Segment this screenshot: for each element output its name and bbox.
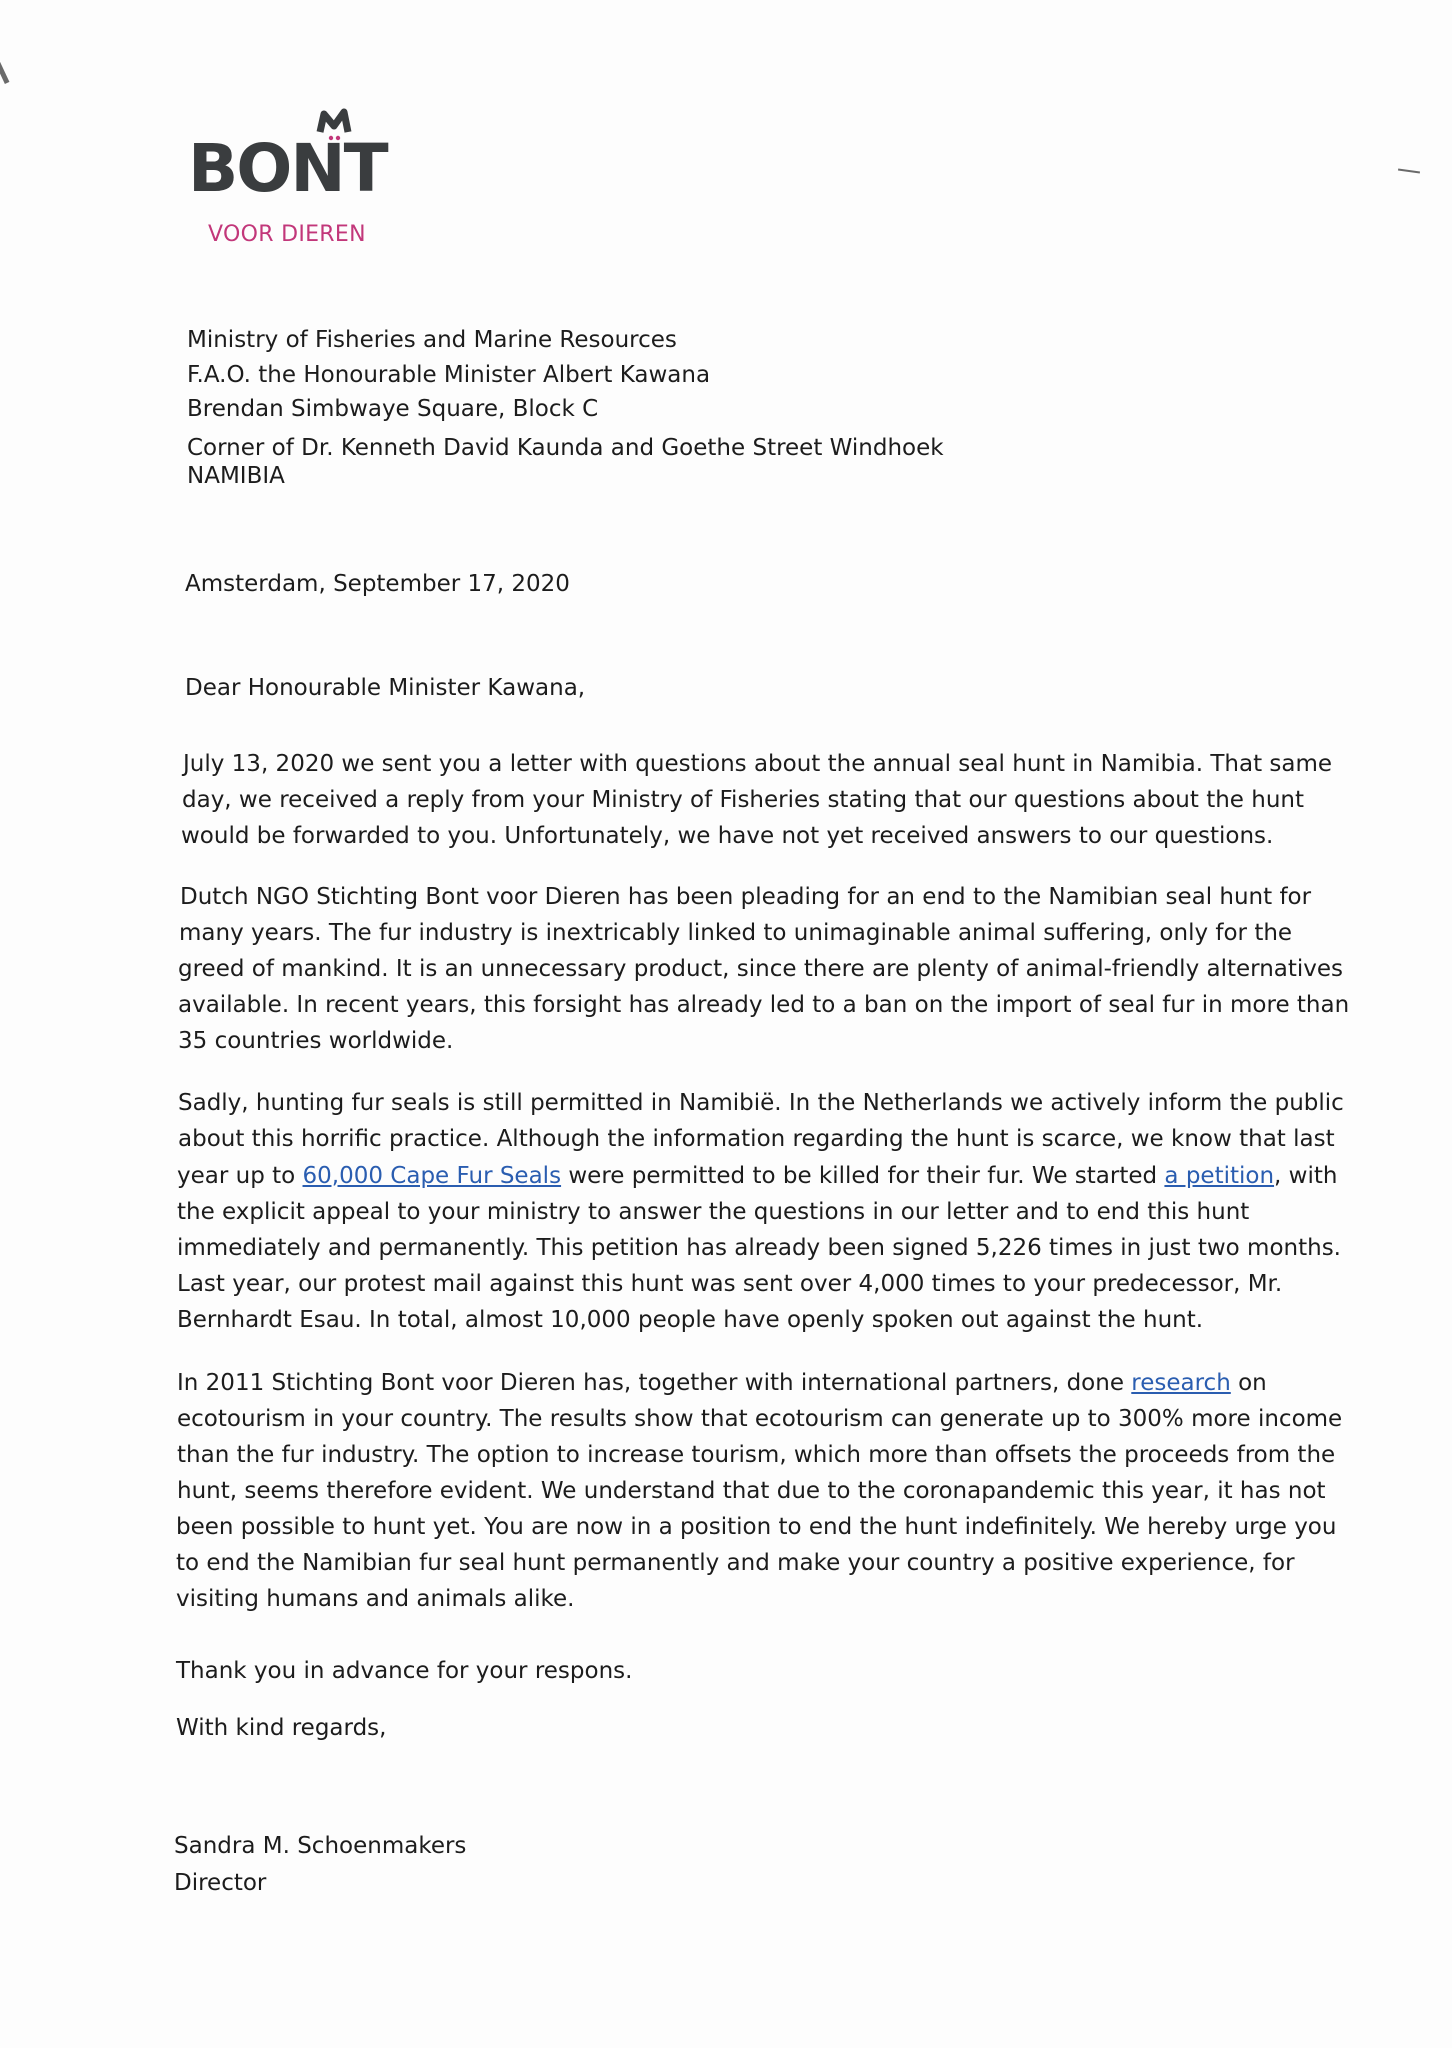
address-line: F.A.O. the Honourable Minister Albert Kawana — [187, 362, 711, 388]
paragraph-4-text: In 2011 Stichting Bont voor Dieren has, together with international partners, done — [177, 1370, 1132, 1396]
paragraph-4-text: on — [1230, 1370, 1267, 1396]
paragraph-4-line — [177, 1365, 1267, 1401]
paragraph-4-line: than the fur industry. The option to increase tourism, which more than offsets the proceeds from the — [177, 1442, 1336, 1468]
paragraph-3-line: Sadly, hunting fur seals is still permitted in Namibië. In the Netherlands we actively inform the public — [178, 1090, 1344, 1116]
logo-tagline: VOOR DIEREN — [208, 222, 366, 247]
research-link[interactable]: research — [1131, 1370, 1231, 1396]
address-line: Ministry of Fisheries and Marine Resources — [187, 327, 677, 353]
thanks-line: Thank you in advance for your respons. — [176, 1658, 633, 1684]
paragraph-3-line: Bernhardt Esau. In total, almost 10,000 people have openly spoken out against the hunt. — [177, 1307, 1204, 1333]
paragraph-1-line: day, we received a reply from your Ministry of Fisheries stating that our questions about the hunt — [182, 787, 1305, 813]
paragraph-1-line: would be forwarded to you. Unfortunately, we have not yet received answers to our questions. — [181, 823, 1274, 849]
paragraph-3-line: immediately and permanently. This petition has already been signed 5,226 times in just two months. — [177, 1235, 1341, 1261]
cape-fur-seals-link[interactable]: 60,000 Cape Fur Seals — [302, 1163, 562, 1189]
paragraph-4-line: ecotourism in your country. The results show that ecotourism can generate up to 300% more income — [177, 1406, 1343, 1432]
paragraph-3-text: were permitted to be killed for their fur. We started — [561, 1163, 1165, 1189]
paragraph-2-line: Dutch NGO Stichting Bont voor Dieren has been pleading for an end to the Namibian seal hunt for — [180, 884, 1312, 910]
closing-line: With kind regards, — [176, 1715, 387, 1741]
paragraph-4-line: to end the Namibian fur seal hunt permanently and make your country a positive experience, for — [176, 1550, 1295, 1576]
paragraph-1-line: July 13, 2020 we sent you a letter with questions about the annual seal hunt in Namibia. That same — [183, 751, 1333, 777]
paragraph-3-line: about this horrific practice. Although the information regarding the hunt is scarce, we know that last — [178, 1126, 1335, 1152]
bont-voor-dieren-logo — [188, 104, 428, 254]
letter-date: Amsterdam, September 17, 2020 — [185, 571, 570, 597]
paragraph-2-line: greed of mankind. It is an unnecessary product, since there are plenty of animal-friendly alternatives — [178, 956, 1344, 982]
paragraph-3-line — [177, 1158, 1337, 1194]
paragraph-4-line: hunt, seems therefore evident. We understand that due to the coronapandemic this year, it has not — [177, 1478, 1326, 1504]
paragraph-3-line: Last year, our protest mail against this hunt was sent over 4,000 times to your predecessor, Mr. — [177, 1271, 1283, 1297]
salutation: Dear Honourable Minister Kawana, — [185, 675, 586, 701]
address-line: Brendan Simbwaye Square, Block C — [187, 396, 599, 422]
logo-brand-text: BONT — [188, 130, 387, 207]
paragraph-2-line: many years. The fur industry is inextricably linked to unimaginable animal suffering, only for the — [179, 920, 1293, 946]
address-line: Corner of Dr. Kenneth David Kaunda and Goethe Street Windhoek — [187, 435, 944, 461]
signatory-title: Director — [174, 1870, 267, 1896]
paragraph-3-text: , with — [1274, 1163, 1338, 1189]
paragraph-3-line: the explicit appeal to your ministry to answer the questions in our letter and to end this hunt — [177, 1199, 1250, 1225]
petition-link[interactable]: a petition — [1164, 1163, 1275, 1189]
scan-mark — [1398, 168, 1420, 173]
scan-mark — [0, 62, 9, 84]
paragraph-2-line: available. In recent years, this forsight has already led to a ban on the import of seal fur in more than — [178, 992, 1350, 1018]
paragraph-3-text: year up to — [177, 1163, 303, 1189]
address-line: NAMIBIA — [187, 463, 285, 489]
signatory-name: Sandra M. Schoenmakers — [174, 1833, 467, 1859]
paragraph-2-line: 35 countries worldwide. — [178, 1028, 454, 1054]
paragraph-4-line: visiting humans and animals alike. — [176, 1586, 575, 1612]
paragraph-4-line: been possible to hunt yet. You are now in a position to end the hunt indefinitely. We hereby urge you — [176, 1514, 1337, 1540]
